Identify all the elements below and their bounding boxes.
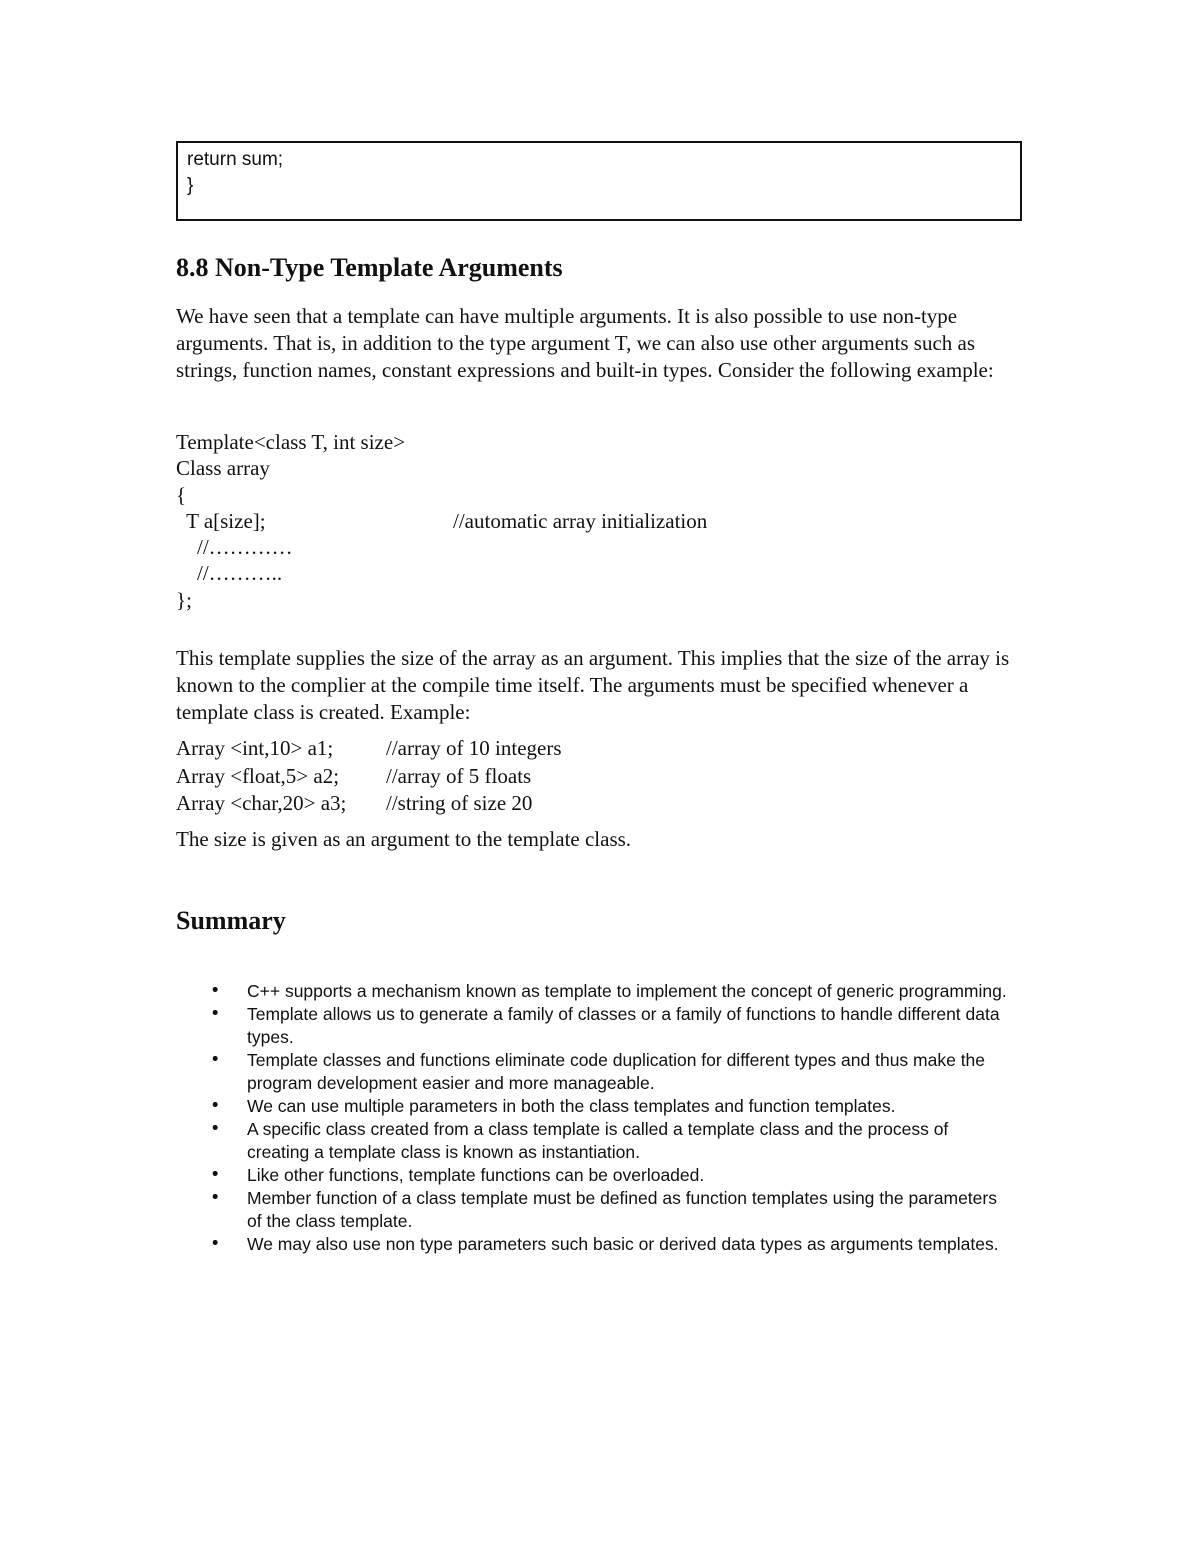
code-line (176, 429, 976, 455)
summary-item (210, 1233, 1010, 1256)
code-text: //……….. (176, 561, 283, 586)
code-line (176, 455, 976, 481)
summary-item (210, 980, 1010, 1003)
code-text: { (176, 482, 187, 507)
code-line (176, 560, 976, 586)
template-code-example (176, 429, 976, 613)
summary-item (210, 1187, 1010, 1233)
code-text: }; (176, 587, 192, 612)
code-line (176, 587, 976, 613)
bullet-icon: • (210, 1096, 221, 1116)
summary-item-text: Member function of a class template must be defined as function templates using the parameters of the class template. (247, 1188, 997, 1231)
bullet-icon: • (210, 1119, 221, 1139)
code-text: //………… (176, 535, 293, 560)
bullet-icon: • (210, 1188, 221, 1208)
code-text: T a[size]; (176, 508, 266, 533)
code-line (176, 508, 976, 534)
bullet-icon: • (210, 981, 221, 1001)
summary-heading: Summary (176, 906, 286, 935)
explanation-paragraph: This template supplies the size of the array as an argument. This implies that the size of the array is known to the complier at the compile time itself. The arguments must be specified whenever a template class is created. Example: (176, 646, 1010, 724)
example-line (176, 790, 776, 818)
size-note-paragraph: The size is given as an argument to the template class. (176, 827, 632, 851)
summary-item (210, 1118, 1010, 1164)
example-line (176, 763, 776, 791)
code-comment: //automatic array initialization (453, 508, 708, 533)
bullet-icon: • (210, 1234, 221, 1254)
summary-item (210, 1095, 1010, 1118)
summary-item-text: Template classes and functions eliminate code duplication for different types and thus make the program development easier and more manageable. (247, 1050, 986, 1093)
example-line (176, 735, 776, 763)
code-line: return sum; (187, 149, 284, 170)
summary-item-text: A specific class created from a class template is called a template class and the process of creating a template class is known as instantiation. (247, 1119, 949, 1162)
code-text: Class array (176, 456, 270, 481)
summary-item (210, 1164, 1010, 1187)
example-comment: //string of size 20 (386, 791, 533, 815)
bullet-icon: • (210, 1165, 221, 1185)
summary-item-text: We can use multiple parameters in both the class templates and function templates. (247, 1096, 896, 1116)
example-declaration: Array <int,10> a1; (176, 736, 334, 760)
bullet-icon: • (210, 1050, 221, 1070)
summary-item (210, 1049, 1010, 1095)
code-line (176, 534, 976, 560)
summary-item-text: C++ supports a mechanism known as template to implement the concept of generic programming. (247, 981, 1007, 1001)
array-examples (176, 735, 776, 818)
example-declaration: Array <float,5> a2; (176, 763, 340, 788)
code-snippet-box (176, 141, 1022, 221)
example-comment: //array of 10 integers (386, 736, 562, 760)
example-comment: //array of 5 floats (386, 763, 532, 788)
bullet-icon: • (210, 1004, 221, 1024)
code-line: } (187, 175, 194, 196)
summary-list (210, 980, 1010, 1256)
code-line (176, 482, 976, 508)
summary-item-text: Like other functions, template functions can be overloaded. (247, 1165, 705, 1185)
summary-item (210, 1003, 1010, 1049)
summary-item-text: We may also use non type parameters such basic or derived data types as arguments templates. (247, 1234, 999, 1254)
example-declaration: Array <char,20> a3; (176, 791, 347, 815)
intro-paragraph: We have seen that a template can have multiple arguments. It is also possible to use non-type arguments. That is, in addition to the type argument T, we can also use other arguments such as strings, function names, constant expressions and built-in types. Consider the following example: (176, 304, 994, 382)
section-heading: 8.8 Non-Type Template Arguments (176, 253, 563, 282)
code-text: Template<class T, int size> (176, 430, 406, 454)
summary-item-text: Template allows us to generate a family of classes or a family of functions to handle different data types. (247, 1004, 1000, 1047)
